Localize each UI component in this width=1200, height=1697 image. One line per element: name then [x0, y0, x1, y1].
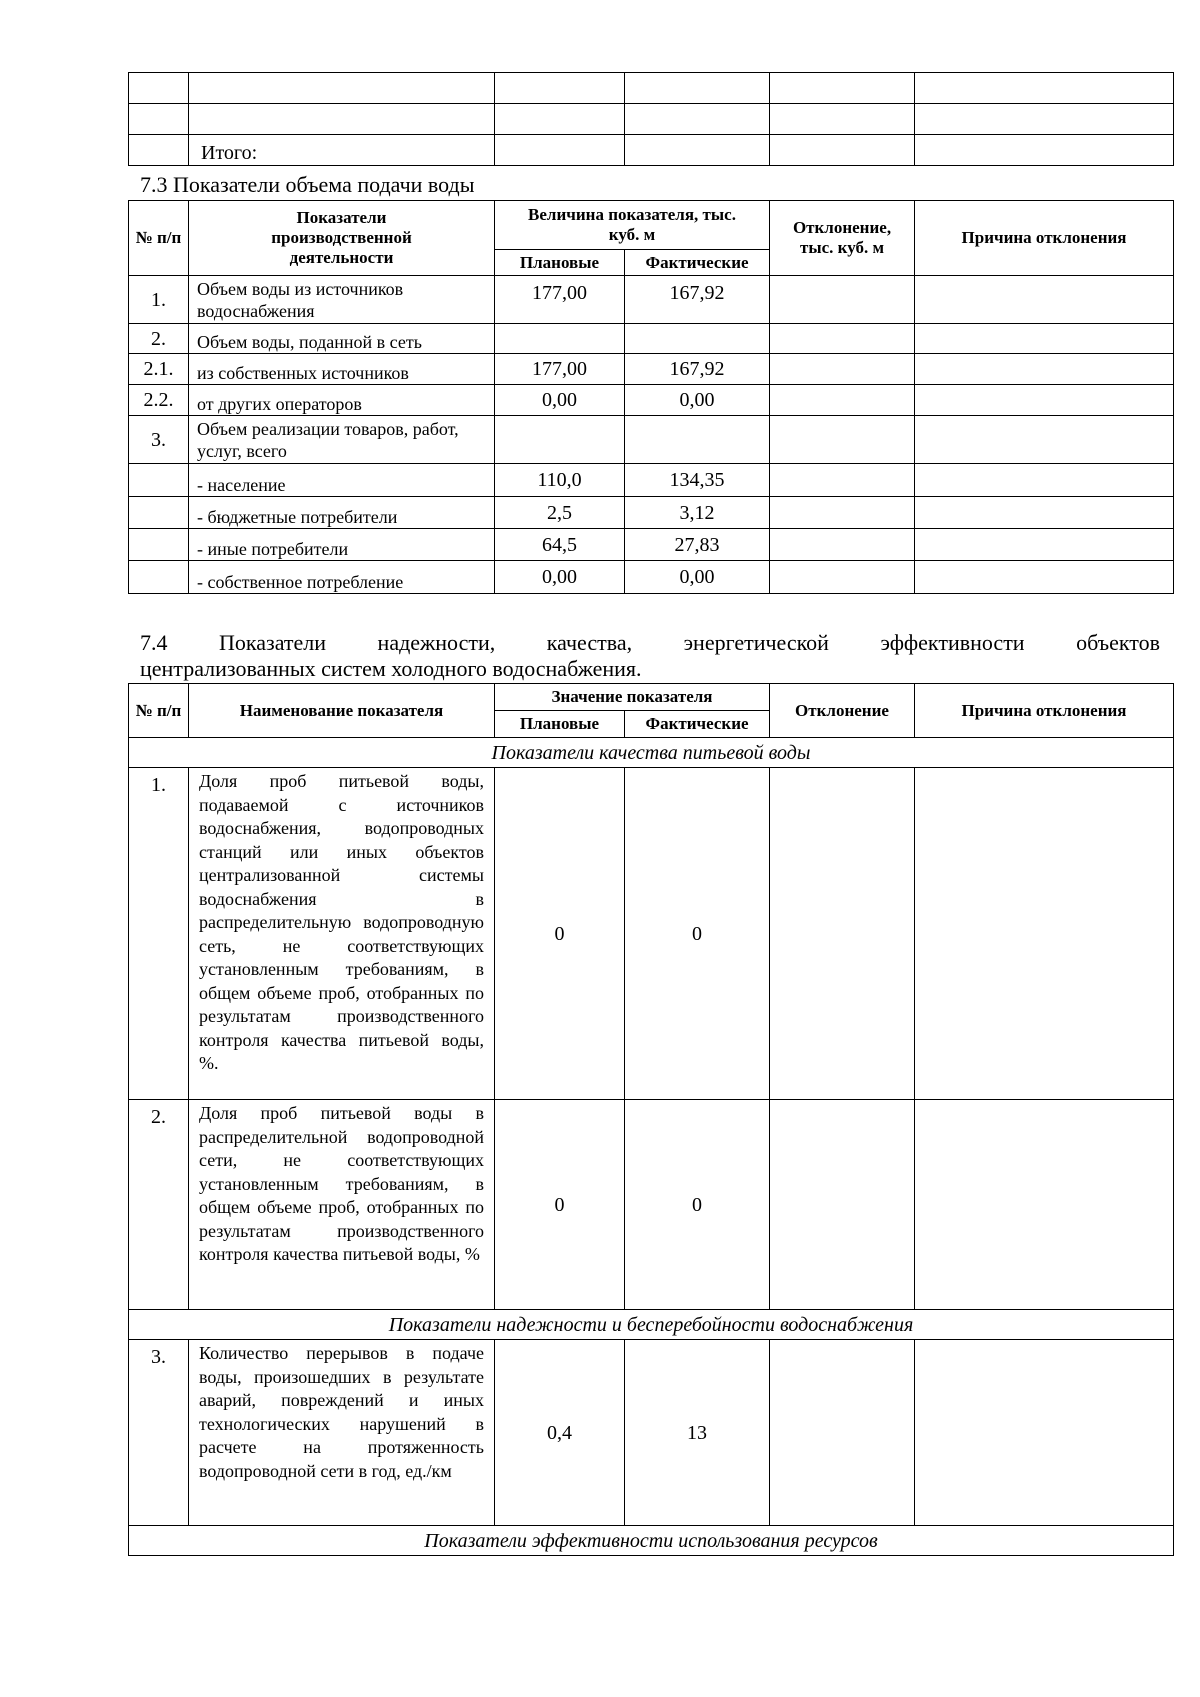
- section-74-title-line1: 7.4 Показатели надежности, качества, энергетической эффективности объектов: [140, 630, 1160, 655]
- header-deviation: Отклонение, тыс. куб. м: [770, 201, 915, 276]
- header-fact: Фактические: [625, 711, 770, 738]
- table-row: [129, 104, 1174, 135]
- table-row: 1. Доля проб питьевой воды, подаваемой с источников водоснабжения, водопроводных станций или иных объектов централизованной системы водоснабжения в распределительную водопроводную сеть, не соответствующих установленным требованиям, в общем объеме проб, отобранных по результатам производственного контроля качества питьевой воды, %. 0 0: [129, 768, 1174, 1100]
- section-73-title: 7.3 Показатели объема подачи воды: [140, 172, 475, 197]
- header-plan: Плановые: [495, 250, 625, 276]
- section-row: [129, 738, 1174, 768]
- table-row: 2. Доля проб питьевой воды в распределительной водопроводной сети, не соответствующих установленным требованиям, в общем объеме проб, отобранных по результатам производственного контроля качества питьевой воды, % 0 0: [129, 1100, 1174, 1310]
- group-reliability: Показатели надежности и бесперебойности водоснабжения: [129, 1310, 1174, 1340]
- table-row: 2.1. из собственных источников 177,00 167,92: [129, 354, 1174, 385]
- header-indicator: Показатели производственной деятельности: [189, 201, 495, 276]
- section-74-title-line2: централизованных систем холодного водоснабжения.: [140, 656, 642, 681]
- section-74-title: [140, 630, 1160, 682]
- section-row: [129, 1310, 1174, 1340]
- table-row: 1. Объем воды из источников водоснабжения 177,00 167,92: [129, 276, 1174, 324]
- table-row: - собственное потребление 0,00 0,00: [129, 561, 1174, 594]
- header-reason: Причина отклонения: [915, 201, 1174, 276]
- table-row: 2. Объем воды, поданной в сеть: [129, 324, 1174, 354]
- header-plan: Плановые: [495, 711, 625, 738]
- header-reason: Причина отклонения: [915, 684, 1174, 738]
- table-row: [129, 73, 1174, 104]
- quality-indicators-table: [128, 683, 1174, 1556]
- header-indicator: Наименование показателя: [189, 684, 495, 738]
- table-row: - бюджетные потребители 2,5 3,12: [129, 497, 1174, 529]
- section-row: [129, 1526, 1174, 1556]
- header-value-group: Величина показателя, тыс. куб. м: [495, 201, 770, 250]
- header-value-group: Значение показателя: [495, 684, 770, 711]
- table-row: 3. Количество перерывов в подаче воды, произошедших в результате аварий, повреждений и иных технологических нарушений в расчете на протяженность водопроводной сети в год, ед./км 0,4 13: [129, 1340, 1174, 1526]
- table-row: [129, 135, 1174, 166]
- header-num: № п/п: [129, 684, 189, 738]
- group-efficiency: Показатели эффективности использования ресурсов: [129, 1526, 1174, 1556]
- header-num: № п/п: [129, 201, 189, 276]
- supply-volume-table: [128, 200, 1174, 594]
- table-row: - иные потребители 64,5 27,83: [129, 529, 1174, 561]
- table-row: 2.2. от других операторов 0,00 0,00: [129, 385, 1174, 416]
- top-table: [128, 72, 1174, 166]
- table-row: 3. Объем реализации товаров, работ, услуг, всего: [129, 416, 1174, 464]
- table-row: - население 110,0 134,35: [129, 464, 1174, 497]
- header-fact: Фактические: [625, 250, 770, 276]
- header-deviation: Отклонение: [770, 684, 915, 738]
- total-label: Итого:: [189, 135, 495, 166]
- group-quality: Показатели качества питьевой воды: [129, 738, 1174, 768]
